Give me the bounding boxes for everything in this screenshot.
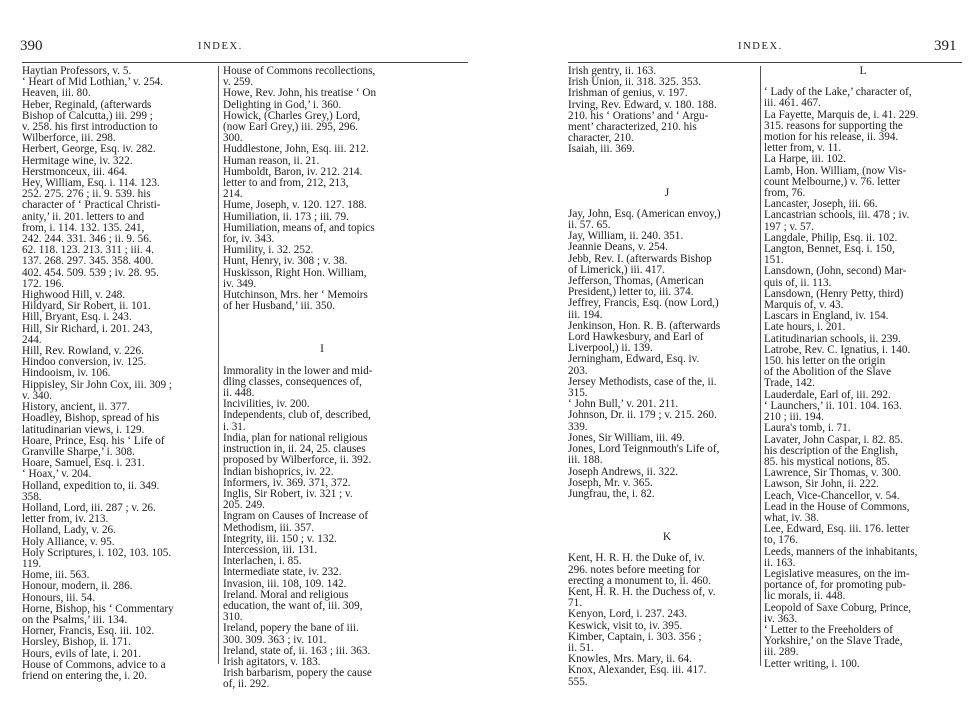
index-line: ‘ Lady of the Lake,’ character of, <box>764 86 912 99</box>
index-line: La Fayette, Marquis de, i. 41. 229. <box>764 108 919 121</box>
index-line: ii. 57. 65. <box>568 219 611 232</box>
index-line: Interlachen, i. 85. <box>223 555 302 568</box>
index-line: 214. <box>223 188 243 201</box>
index-line: Wilberforce, iii. 298. <box>22 132 116 145</box>
index-line: proposed by Wilberforce, ii. 392. <box>223 454 372 467</box>
index-line: Irish Union, ii. 318. 325. 353. <box>568 76 702 89</box>
index-line: education, the want of, iii. 309, <box>223 599 363 612</box>
index-line: of her Husband,’ iii. 350. <box>223 300 335 313</box>
section-heading-l: L <box>859 65 867 77</box>
index-line: on the Psalms,’ iii. 134. <box>22 613 128 626</box>
index-line: India, plan for national religious <box>223 431 368 444</box>
index-line: History, ancient, ii. 377. <box>22 401 130 414</box>
index-line: ii. 51. <box>568 641 594 654</box>
index-line: Home, iii. 563. <box>22 569 90 582</box>
index-line: Humiliation, ii. 173 ; iii. 79. <box>223 210 349 223</box>
index-line: Herbert, George, Esq. iv. 282. <box>22 143 156 156</box>
index-line: Leach, Vice-Chancellor, v. 54. <box>764 489 900 502</box>
index-line: iv. 363. <box>764 612 798 625</box>
index-group-irish <box>568 66 766 156</box>
index-line: Johnson, Dr. ii. 179 ; v. 215. 260. <box>568 409 717 422</box>
section-heading-j: J <box>664 186 670 199</box>
index-line: Joseph, Mr. v. 365. <box>568 476 653 489</box>
index-line: ‘ Launchers,’ ii. 101. 104. 163. <box>764 399 902 412</box>
index-line: 300. 309. 363 ; iv. 101. <box>223 633 327 646</box>
index-line: Laura's tomb, i. 71. <box>764 422 851 435</box>
index-line: Hill, Rev. Rowland, v. 226. <box>22 345 144 358</box>
index-group-i <box>223 366 421 691</box>
index-line: Leopold of Saxe Coburg, Prince, <box>764 601 912 614</box>
index-line: lic morals, ii. 448. <box>764 590 846 603</box>
index-line: 71. <box>568 597 582 610</box>
index-line: Ireland, state of, ii. 163 ; iii. 363. <box>223 644 371 657</box>
index-line: Horsley, Bishop, ii. 171. <box>22 636 131 649</box>
index-line: La Harpe, iii. 102. <box>764 153 847 166</box>
index-line: Late hours, i. 201. <box>764 321 846 334</box>
section-heading-k: K <box>662 531 672 544</box>
index-line: Heaven, iii. 80. <box>22 87 91 100</box>
index-line: letter to and from, 212, 213, <box>223 177 349 190</box>
index-line: Hoare, Samuel, Esq. i. 231. <box>22 457 145 470</box>
index-line: Holland, Lord, iii. 287 ; v. 26. <box>22 501 156 514</box>
index-group-h-end <box>223 66 421 312</box>
index-line: 244. <box>22 333 42 346</box>
index-column-4 <box>764 66 962 670</box>
index-group-l <box>764 87 962 670</box>
index-line: 210. his ‘ Orations’ and ‘ Argu- <box>568 109 709 122</box>
index-line: Intercession, iii. 131. <box>223 543 318 556</box>
index-line: v. 259. <box>223 76 254 89</box>
index-line: Letter writing, i. 100. <box>764 657 860 670</box>
index-line: anity,’ ii. 201. letters to and <box>22 210 145 223</box>
index-line: Jefferson, Thomas, (American <box>568 275 704 288</box>
index-line: letter from, iv. 213. <box>22 513 109 526</box>
index-line: Inglis, Sir Robert, iv. 321 ; v. <box>223 487 353 500</box>
index-line: Jerningham, Edward, Esq. iv. <box>568 353 700 366</box>
column-divider-left <box>218 66 219 664</box>
index-line: Delighting in God,’ i. 360. <box>223 98 342 111</box>
index-line: Jungfrau, the, i. 82. <box>568 487 655 500</box>
index-line: Hutchinson, Mrs. her ‘ Memoirs <box>223 289 368 302</box>
index-line: Irish barbarism, popery the cause <box>223 667 372 680</box>
index-line: Indian bishoprics, iv. 22. <box>223 465 334 478</box>
index-line: Hindoo conversion, iv. 125. <box>22 356 147 369</box>
index-line: House of Commons recollections, <box>223 65 376 77</box>
index-group-j <box>568 209 766 500</box>
index-line: from, 76. <box>764 187 806 200</box>
index-line: Lavater, John Caspar, i. 82. 85. <box>764 433 903 446</box>
index-line: Jenkinson, Hon. R. B. (afterwards <box>568 319 721 332</box>
index-line: 85. his mystical notions, 85. <box>764 455 890 468</box>
index-line: 358. <box>22 490 42 503</box>
index-line: Invasion, iii. 108, 109. 142. <box>223 577 347 590</box>
index-line: ii. 448. <box>223 387 255 400</box>
index-line: from, i. 114. 132. 135. 241, <box>22 221 145 234</box>
index-line: v. 258. his first introduction to <box>22 121 158 134</box>
index-line: Hoadley, Bishop, spread of his <box>22 412 160 425</box>
index-line: Hermitage wine, iv. 322. <box>22 154 133 167</box>
index-line: 315. <box>568 387 588 400</box>
index-line: Howick, (Charles Grey,) Lord, <box>223 109 361 122</box>
index-line: Methodism, iii. 357. <box>223 521 315 534</box>
index-line: Holy Alliance, v. 95. <box>22 535 115 548</box>
index-line: Marquis of, v. 43. <box>764 299 844 312</box>
index-line: friend on entering the, i. 20. <box>22 669 147 682</box>
column-divider-right <box>760 66 761 666</box>
index-line: Jones, Lord Teignmouth's Life of, <box>568 443 720 456</box>
index-line: Hippisley, Sir John Cox, iii. 309 ; <box>22 378 173 391</box>
index-line: 210 ; iii. 194. <box>764 411 824 424</box>
index-line: 172. 196. <box>22 277 64 290</box>
index-line: Isaiah, iii. 369. <box>568 143 635 156</box>
index-line: 151. <box>764 254 784 267</box>
index-line: 205. 249. <box>223 499 265 512</box>
index-line: Horner, Francis, Esq. iii. 102. <box>22 625 155 638</box>
index-line: Lord Hawkesbury, and Earl of <box>568 331 704 344</box>
index-line: Ireland. Moral and religious <box>223 588 349 601</box>
index-line: count Melbourne,) v. 76. letter <box>764 175 901 188</box>
index-line: Holland, Lady, v. 26. <box>22 524 116 537</box>
index-line: ii. 163. <box>764 556 796 569</box>
index-line: character, 210. <box>568 132 634 145</box>
index-column-3 <box>568 66 766 688</box>
running-head-title-left: INDEX. <box>198 41 243 52</box>
index-line: Irish agitators, v. 183. <box>223 655 321 668</box>
index-line: 339. <box>568 420 588 433</box>
index-line: 252. 275. 276 ; ii. 9. 539. his <box>22 188 151 201</box>
index-line: latitudinarian views, i. 129. <box>22 423 145 436</box>
index-line: his description of the English, <box>764 444 898 457</box>
index-line: instruction in, ii. 24, 25. clauses <box>223 443 366 456</box>
index-line: Informers, iv. 369. 371, 372. <box>223 476 351 489</box>
index-line: Kimber, Captain, i. 303. 356 ; <box>568 630 702 643</box>
page-number-left: 390 <box>20 38 43 54</box>
index-line: Jeffrey, Francis, Esq. (now Lord,) <box>568 297 719 310</box>
right-page <box>490 0 980 705</box>
index-line: Hill, Bryant, Esq. i. 243. <box>22 311 132 324</box>
header-rule-right <box>568 62 962 63</box>
index-line: Langdale, Philip, Esq. ii. 102. <box>764 231 898 244</box>
index-line: Irish gentry, ii. 163. <box>568 65 657 77</box>
index-column-1 <box>22 66 220 682</box>
index-line: Lansdown, (Henry Petty, third) <box>764 287 904 300</box>
index-line: of the Abolition of the Slave <box>764 366 892 379</box>
index-line: Irishman of genius, v. 197. <box>568 87 688 100</box>
index-line: Hunt, Henry, iv. 308 ; v. 38. <box>223 255 348 268</box>
index-line: Lancaster, Joseph, iii. 66. <box>764 198 878 211</box>
index-line: erecting a monument to, ii. 460. <box>568 574 711 587</box>
index-line: Lamb, Hon. William, (now Vis- <box>764 164 907 177</box>
index-line: Honours, iii. 54. <box>22 591 96 604</box>
index-line: Lancastrian schools, iii. 478 ; iv. <box>764 209 910 222</box>
index-line: 315. reasons for supporting the <box>764 119 903 132</box>
index-line: Jones, Sir William, iii. 49. <box>568 431 685 444</box>
index-line: iii. 194. <box>568 308 603 321</box>
index-line: Holy Scriptures, i. 102, 103. 105. <box>22 546 172 559</box>
index-line: ‘ Heart of Mid Lothian,’ v. 254. <box>22 76 164 89</box>
index-line: Hey, William, Esq. i. 114. 123. <box>22 177 160 190</box>
index-line: 310. <box>223 611 243 624</box>
index-line: Independents, club of, described, <box>223 409 371 422</box>
index-line: Hoare, Prince, Esq. his ‘ Life of <box>22 434 165 447</box>
index-line: Huddlestone, John, Esq. iii. 212. <box>223 143 369 156</box>
index-line: Jebb, Rev. I. (afterwards Bishop <box>568 252 712 265</box>
index-group-k <box>568 553 766 687</box>
index-line: Heber, Reginald, (afterwards <box>22 98 152 111</box>
index-line: v. 340. <box>22 389 53 402</box>
running-head-right <box>490 38 980 58</box>
index-line: Legislative measures, on the im- <box>764 567 910 580</box>
index-line: Lansdown, (John, second) Mar- <box>764 265 907 278</box>
index-line: motion for his release, ii. 394. <box>764 131 899 144</box>
index-line: Keswick, visit to, iv. 395. <box>568 619 683 632</box>
index-line: Hours, evils of late, i. 201. <box>22 647 142 660</box>
index-line: what, iv. 38. <box>764 511 819 524</box>
index-line: Lawrence, Sir Thomas, v. 300. <box>764 467 902 480</box>
index-line: House of Commons, advice to a <box>22 658 166 671</box>
index-line: Knox, Alexander, Esq. iii. 417. <box>568 664 707 677</box>
index-line: Kent, H. R. H. the Duchess of, v. <box>568 585 716 598</box>
index-line: of Limerick,) iii. 417. <box>568 263 665 276</box>
header-rule-left <box>22 62 468 63</box>
running-head-left <box>0 38 490 58</box>
index-line: letter from, v. 11. <box>764 142 842 155</box>
index-line: Integrity, iii. 150 ; v. 132. <box>223 532 337 545</box>
index-line: 197 ; v. 57. <box>764 220 814 233</box>
index-line: 242. 244. 331. 346 ; ii. 9. 56. <box>22 233 152 246</box>
index-line: Ingram on Causes of Increase of <box>223 510 369 523</box>
index-line: to, 176. <box>764 534 798 547</box>
index-line: Kenyon, Lord, i. 237. 243. <box>568 608 688 621</box>
index-line: President,) letter to, iii. 374. <box>568 286 694 299</box>
section-heading-i: I <box>320 343 324 356</box>
index-line: (now Earl Grey,) iii. 295, 296. <box>223 121 359 134</box>
index-line: Jersey Methodists, case of the, ii. <box>568 375 717 388</box>
index-line: Lascars in England, iv. 154. <box>764 310 889 323</box>
index-line: i. 31. <box>223 420 246 433</box>
index-line: 296. notes before meeting for <box>568 563 701 576</box>
index-line: Humility, i. 32. 252. <box>223 244 314 257</box>
index-line: Granville Sharpe,’ i. 308. <box>22 445 135 458</box>
index-line: Herstmonceux, iii. 464. <box>22 165 128 178</box>
index-line: Trade, 142. <box>764 377 815 390</box>
index-line: Horne, Bishop, his ‘ Commentary <box>22 602 174 615</box>
index-column-2 <box>223 66 421 691</box>
index-line: Huskisson, Right Hon. William, <box>223 266 367 279</box>
index-line: Honour, modern, ii. 286. <box>22 580 133 593</box>
page-number-right: 391 <box>934 38 957 54</box>
index-line: dling classes, consequences of, <box>223 375 362 388</box>
index-line: Holland, expedition to, ii. 349. <box>22 479 160 492</box>
index-line: 555. <box>568 675 588 688</box>
index-line: ‘ Hoax,’ v. 204. <box>22 468 92 481</box>
index-line: Hindooism, iv. 106. <box>22 367 111 380</box>
index-line: Leeds, manners of the inhabitants, <box>764 545 918 558</box>
index-line: character of ‘ Practical Christi- <box>22 199 161 212</box>
index-line: Knowles, Mrs. Mary, ii. 64. <box>568 653 692 666</box>
index-line: Yorkshire,’ on the Slave Trade, <box>764 635 903 648</box>
index-line: ‘ John Bull,’ v. 201. 211. <box>568 398 679 411</box>
index-line: 402. 454. 509. 539 ; iv. 28. 95. <box>22 266 159 279</box>
index-line: Jeannie Deans, v. 254. <box>568 241 668 254</box>
index-line: Incivilities, iv. 200. <box>223 398 310 411</box>
index-line: Joseph Andrews, ii. 322. <box>568 465 679 478</box>
index-line: Lead in the House of Commons, <box>764 500 910 513</box>
index-line: of, ii. 292. <box>223 678 270 691</box>
index-line: 203. <box>568 364 588 377</box>
index-line: 150. his letter on the origin <box>764 355 886 368</box>
index-line: iii. 461. 467. <box>764 97 821 110</box>
index-line: quis of, ii. 113. <box>764 276 832 289</box>
index-line: Hume, Joseph, v. 120. 127. 188. <box>223 199 367 212</box>
index-line: Haytian Professors, v. 5. <box>22 65 132 77</box>
index-line: Hill, Sir Richard, i. 201. 243, <box>22 322 153 335</box>
index-line: Irving, Rev. Edward, v. 180. 188. <box>568 98 717 111</box>
index-line: Human reason, ii. 21. <box>223 154 320 167</box>
index-line: Hildyard, Sir Robert, ii. 101. <box>22 300 151 313</box>
index-line: iii. 188. <box>568 454 603 467</box>
index-line: Highwood Hill, v. 248. <box>22 289 126 302</box>
index-line: Langton, Bennet, Esq. i. 150, <box>764 243 895 256</box>
index-line: Howe, Rev. John, his treatise ‘ On <box>223 87 377 100</box>
index-line: Lee, Edward, Esq. iii. 176. letter <box>764 523 910 536</box>
index-line: Latitudinarian schools, ii. 239. <box>764 332 901 345</box>
index-line: Intermediate state, iv. 232. <box>223 566 342 579</box>
index-line: iii. 289. <box>764 646 799 659</box>
index-line: Latrobe, Rev. C. Ignatius, i. 140. <box>764 343 911 356</box>
index-line: portance of, for promoting pub- <box>764 579 906 592</box>
index-line: Kent, H. R. H. the Duke of, iv. <box>568 552 705 565</box>
index-line: Immorality in the lower and mid- <box>223 364 373 377</box>
index-line: Ireland, popery the bane of iii. <box>223 622 359 635</box>
index-line: ment’ characterized, 210. his <box>568 121 697 134</box>
index-line: Jay, John, Esq. (American envoy,) <box>568 207 721 220</box>
index-line: Lawson, Sir John, ii. 222. <box>764 478 879 491</box>
index-line: 119. <box>22 557 42 570</box>
index-line: Lauderdale, Earl of, iii. 292. <box>764 388 891 401</box>
index-line: Liverpool,) ii. 139. <box>568 342 653 355</box>
index-line: 137. 268. 297. 345. 358. 400. <box>22 255 154 268</box>
index-line: iv. 349. <box>223 277 257 290</box>
running-head-title-right: INDEX. <box>738 41 783 52</box>
index-line: Jay, William, ii. 240. 351. <box>568 230 684 243</box>
index-line: Bishop of Calcutta,) iii. 299 ; <box>22 109 153 122</box>
index-line: Humiliation, means of, and topics <box>223 221 375 234</box>
index-line: 62. 118. 123. 213. 311 ; iii. 4. <box>22 244 154 257</box>
index-line: ‘ Letter to the Freeholders of <box>764 623 893 636</box>
index-line: 300. <box>223 132 243 145</box>
index-line: Humboldt, Baron, iv. 212. 214. <box>223 165 363 178</box>
index-line: for, iv. 343. <box>223 233 275 246</box>
